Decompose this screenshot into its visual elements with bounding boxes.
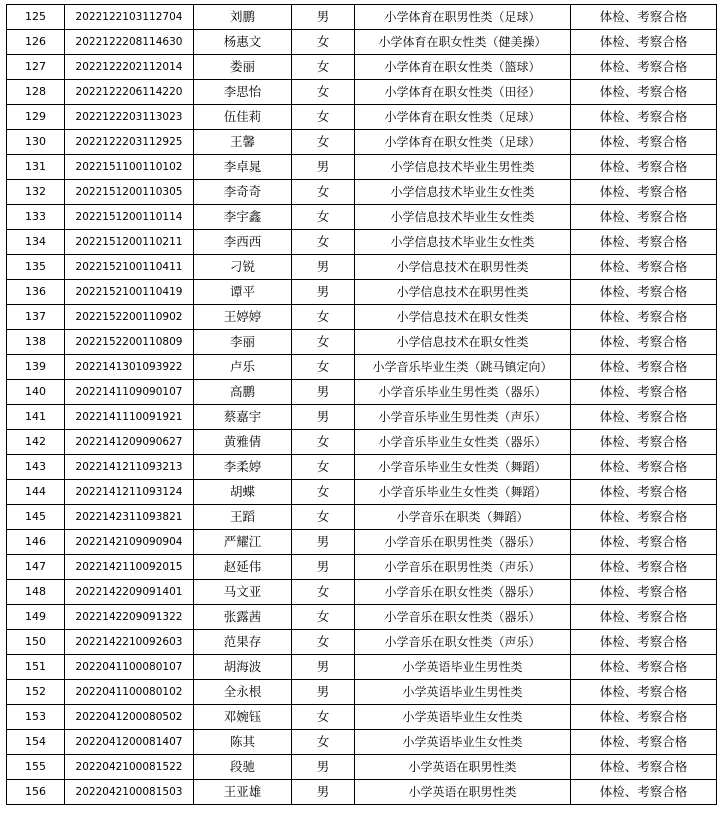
candidate-name-cell: 杨惠文 xyxy=(194,30,292,55)
gender-cell: 女 xyxy=(292,180,355,205)
gender-cell: 女 xyxy=(292,105,355,130)
exam-id-cell: 2022122203112925 xyxy=(65,130,194,155)
result-cell: 体检、考察合格 xyxy=(571,680,717,705)
position-category-cell: 小学音乐在职类（舞蹈） xyxy=(355,505,571,530)
row-number-cell: 131 xyxy=(7,155,65,180)
table-row xyxy=(7,255,717,280)
candidate-name-cell: 王蹈 xyxy=(194,505,292,530)
exam-id-cell: 2022142110092015 xyxy=(65,555,194,580)
table-row xyxy=(7,5,717,30)
result-cell: 体检、考察合格 xyxy=(571,505,717,530)
gender-cell: 女 xyxy=(292,605,355,630)
candidate-name-cell: 李奇奇 xyxy=(194,180,292,205)
result-cell: 体检、考察合格 xyxy=(571,180,717,205)
result-cell: 体检、考察合格 xyxy=(571,5,717,30)
candidate-name-cell: 高鹏 xyxy=(194,380,292,405)
exam-id-cell: 2022142210092603 xyxy=(65,630,194,655)
row-number-cell: 129 xyxy=(7,105,65,130)
gender-cell: 女 xyxy=(292,705,355,730)
gender-cell: 男 xyxy=(292,780,355,805)
exam-id-cell: 2022142109090904 xyxy=(65,530,194,555)
position-category-cell: 小学信息技术毕业生女性类 xyxy=(355,230,571,255)
row-number-cell: 155 xyxy=(7,755,65,780)
row-number-cell: 135 xyxy=(7,255,65,280)
gender-cell: 男 xyxy=(292,255,355,280)
row-number-cell: 128 xyxy=(7,80,65,105)
result-cell: 体检、考察合格 xyxy=(571,730,717,755)
gender-cell: 女 xyxy=(292,730,355,755)
gender-cell: 女 xyxy=(292,30,355,55)
row-number-cell: 147 xyxy=(7,555,65,580)
table-row xyxy=(7,80,717,105)
table-row xyxy=(7,655,717,680)
result-cell: 体检、考察合格 xyxy=(571,205,717,230)
row-number-cell: 150 xyxy=(7,630,65,655)
exam-id-cell: 2022122208114630 xyxy=(65,30,194,55)
candidate-name-cell: 赵延伟 xyxy=(194,555,292,580)
table-row xyxy=(7,105,717,130)
candidate-name-cell: 严耀江 xyxy=(194,530,292,555)
position-category-cell: 小学信息技术在职男性类 xyxy=(355,280,571,305)
gender-cell: 女 xyxy=(292,230,355,255)
position-category-cell: 小学信息技术在职女性类 xyxy=(355,330,571,355)
result-cell: 体检、考察合格 xyxy=(571,780,717,805)
exam-id-cell: 2022141211093213 xyxy=(65,455,194,480)
gender-cell: 女 xyxy=(292,580,355,605)
gender-cell: 男 xyxy=(292,155,355,180)
row-number-cell: 156 xyxy=(7,780,65,805)
exam-id-cell: 2022041200081407 xyxy=(65,730,194,755)
candidate-name-cell: 蔡嘉宇 xyxy=(194,405,292,430)
candidate-name-cell: 卢乐 xyxy=(194,355,292,380)
position-category-cell: 小学信息技术毕业生女性类 xyxy=(355,205,571,230)
candidate-name-cell: 李丽 xyxy=(194,330,292,355)
position-category-cell: 小学信息技术在职女性类 xyxy=(355,305,571,330)
exam-id-cell: 2022152100110419 xyxy=(65,280,194,305)
table-row xyxy=(7,55,717,80)
table-row xyxy=(7,205,717,230)
exam-id-cell: 2022141211093124 xyxy=(65,480,194,505)
candidate-name-cell: 李宇鑫 xyxy=(194,205,292,230)
table-row xyxy=(7,780,717,805)
gender-cell: 女 xyxy=(292,80,355,105)
row-number-cell: 143 xyxy=(7,455,65,480)
table-row xyxy=(7,705,717,730)
row-number-cell: 126 xyxy=(7,30,65,55)
result-cell: 体检、考察合格 xyxy=(571,705,717,730)
exam-id-cell: 2022122206114220 xyxy=(65,80,194,105)
table-row xyxy=(7,280,717,305)
table-row xyxy=(7,130,717,155)
result-cell: 体检、考察合格 xyxy=(571,630,717,655)
gender-cell: 女 xyxy=(292,630,355,655)
position-category-cell: 小学信息技术毕业生男性类 xyxy=(355,155,571,180)
row-number-cell: 125 xyxy=(7,5,65,30)
row-number-cell: 145 xyxy=(7,505,65,530)
gender-cell: 男 xyxy=(292,555,355,580)
candidate-name-cell: 张露茜 xyxy=(194,605,292,630)
position-category-cell: 小学音乐在职男性类（器乐） xyxy=(355,530,571,555)
candidate-name-cell: 马文亚 xyxy=(194,580,292,605)
candidate-name-cell: 范果存 xyxy=(194,630,292,655)
position-category-cell: 小学音乐在职女性类（声乐） xyxy=(355,630,571,655)
gender-cell: 女 xyxy=(292,205,355,230)
position-category-cell: 小学英语在职男性类 xyxy=(355,780,571,805)
position-category-cell: 小学音乐在职男性类（声乐） xyxy=(355,555,571,580)
table-row xyxy=(7,630,717,655)
candidate-name-cell: 王婷婷 xyxy=(194,305,292,330)
exam-id-cell: 2022151200110114 xyxy=(65,205,194,230)
table-row xyxy=(7,555,717,580)
gender-cell: 女 xyxy=(292,55,355,80)
position-category-cell: 小学体育在职女性类（足球） xyxy=(355,130,571,155)
result-cell: 体检、考察合格 xyxy=(571,330,717,355)
position-category-cell: 小学体育在职女性类（田径） xyxy=(355,80,571,105)
candidate-name-cell: 王馨 xyxy=(194,130,292,155)
result-cell: 体检、考察合格 xyxy=(571,30,717,55)
position-category-cell: 小学英语毕业生男性类 xyxy=(355,680,571,705)
row-number-cell: 134 xyxy=(7,230,65,255)
table-row xyxy=(7,305,717,330)
position-category-cell: 小学音乐在职女性类（器乐） xyxy=(355,580,571,605)
table-row xyxy=(7,30,717,55)
exam-id-cell: 2022042100081503 xyxy=(65,780,194,805)
table-row xyxy=(7,580,717,605)
gender-cell: 男 xyxy=(292,530,355,555)
gender-cell: 女 xyxy=(292,305,355,330)
gender-cell: 女 xyxy=(292,455,355,480)
candidate-name-cell: 陈其 xyxy=(194,730,292,755)
gender-cell: 女 xyxy=(292,330,355,355)
result-cell: 体检、考察合格 xyxy=(571,580,717,605)
exam-id-cell: 2022152200110809 xyxy=(65,330,194,355)
table-row xyxy=(7,405,717,430)
table-row xyxy=(7,480,717,505)
result-cell: 体检、考察合格 xyxy=(571,55,717,80)
position-category-cell: 小学信息技术毕业生女性类 xyxy=(355,180,571,205)
result-cell: 体检、考察合格 xyxy=(571,480,717,505)
result-cell: 体检、考察合格 xyxy=(571,355,717,380)
candidate-name-cell: 黄雅倩 xyxy=(194,430,292,455)
exam-id-cell: 2022142311093821 xyxy=(65,505,194,530)
gender-cell: 女 xyxy=(292,430,355,455)
candidate-name-cell: 刁锐 xyxy=(194,255,292,280)
position-category-cell: 小学英语毕业生女性类 xyxy=(355,705,571,730)
candidate-name-cell: 胡海波 xyxy=(194,655,292,680)
row-number-cell: 136 xyxy=(7,280,65,305)
position-category-cell: 小学信息技术在职男性类 xyxy=(355,255,571,280)
candidate-name-cell: 王亚雄 xyxy=(194,780,292,805)
gender-cell: 男 xyxy=(292,405,355,430)
position-category-cell: 小学音乐毕业生女性类（器乐） xyxy=(355,430,571,455)
position-category-cell: 小学音乐毕业生男性类（声乐） xyxy=(355,405,571,430)
candidate-name-cell: 全永根 xyxy=(194,680,292,705)
exam-id-cell: 2022041100080102 xyxy=(65,680,194,705)
table-row xyxy=(7,530,717,555)
row-number-cell: 146 xyxy=(7,530,65,555)
result-cell: 体检、考察合格 xyxy=(571,105,717,130)
candidate-name-cell: 娄丽 xyxy=(194,55,292,80)
position-category-cell: 小学英语毕业生男性类 xyxy=(355,655,571,680)
result-cell: 体检、考察合格 xyxy=(571,130,717,155)
exam-id-cell: 2022142209091401 xyxy=(65,580,194,605)
table-row xyxy=(7,355,717,380)
result-cell: 体检、考察合格 xyxy=(571,280,717,305)
result-cell: 体检、考察合格 xyxy=(571,530,717,555)
table-row xyxy=(7,755,717,780)
exam-id-cell: 2022041200080502 xyxy=(65,705,194,730)
row-number-cell: 133 xyxy=(7,205,65,230)
position-category-cell: 小学音乐毕业生女性类（舞蹈） xyxy=(355,455,571,480)
row-number-cell: 149 xyxy=(7,605,65,630)
result-cell: 体检、考察合格 xyxy=(571,380,717,405)
table-row xyxy=(7,505,717,530)
result-cell: 体检、考察合格 xyxy=(571,605,717,630)
gender-cell: 男 xyxy=(292,380,355,405)
results-table-body xyxy=(7,5,717,805)
candidate-name-cell: 邓婉钰 xyxy=(194,705,292,730)
position-category-cell: 小学音乐毕业生类（跳马镇定向） xyxy=(355,355,571,380)
candidate-name-cell: 李西西 xyxy=(194,230,292,255)
position-category-cell: 小学音乐毕业生女性类（舞蹈） xyxy=(355,480,571,505)
gender-cell: 男 xyxy=(292,5,355,30)
position-category-cell: 小学英语毕业生女性类 xyxy=(355,730,571,755)
table-row xyxy=(7,155,717,180)
row-number-cell: 152 xyxy=(7,680,65,705)
results-table xyxy=(6,4,717,805)
result-cell: 体检、考察合格 xyxy=(571,305,717,330)
table-row xyxy=(7,605,717,630)
position-category-cell: 小学音乐毕业生男性类（器乐） xyxy=(355,380,571,405)
exam-id-cell: 2022152100110411 xyxy=(65,255,194,280)
position-category-cell: 小学体育在职男性类（足球） xyxy=(355,5,571,30)
candidate-name-cell: 谭平 xyxy=(194,280,292,305)
row-number-cell: 144 xyxy=(7,480,65,505)
exam-id-cell: 2022122203113023 xyxy=(65,105,194,130)
result-cell: 体检、考察合格 xyxy=(571,80,717,105)
gender-cell: 女 xyxy=(292,355,355,380)
gender-cell: 男 xyxy=(292,680,355,705)
table-row xyxy=(7,430,717,455)
row-number-cell: 153 xyxy=(7,705,65,730)
exam-id-cell: 2022141110091921 xyxy=(65,405,194,430)
result-cell: 体检、考察合格 xyxy=(571,405,717,430)
table-row xyxy=(7,380,717,405)
gender-cell: 女 xyxy=(292,130,355,155)
row-number-cell: 139 xyxy=(7,355,65,380)
row-number-cell: 142 xyxy=(7,430,65,455)
row-number-cell: 154 xyxy=(7,730,65,755)
candidate-name-cell: 刘鹏 xyxy=(194,5,292,30)
gender-cell: 男 xyxy=(292,655,355,680)
exam-id-cell: 2022042100081522 xyxy=(65,755,194,780)
result-cell: 体检、考察合格 xyxy=(571,555,717,580)
row-number-cell: 127 xyxy=(7,55,65,80)
exam-id-cell: 2022122202112014 xyxy=(65,55,194,80)
row-number-cell: 148 xyxy=(7,580,65,605)
result-cell: 体检、考察合格 xyxy=(571,430,717,455)
table-row xyxy=(7,180,717,205)
position-category-cell: 小学体育在职女性类（足球） xyxy=(355,105,571,130)
candidate-name-cell: 伍佳莉 xyxy=(194,105,292,130)
row-number-cell: 140 xyxy=(7,380,65,405)
row-number-cell: 138 xyxy=(7,330,65,355)
exam-id-cell: 2022151200110305 xyxy=(65,180,194,205)
exam-id-cell: 2022141209090627 xyxy=(65,430,194,455)
table-row xyxy=(7,680,717,705)
position-category-cell: 小学英语在职男性类 xyxy=(355,755,571,780)
candidate-name-cell: 李思怡 xyxy=(194,80,292,105)
exam-id-cell: 2022142209091322 xyxy=(65,605,194,630)
candidate-name-cell: 李卓晁 xyxy=(194,155,292,180)
result-cell: 体检、考察合格 xyxy=(571,155,717,180)
table-row xyxy=(7,455,717,480)
candidate-name-cell: 段驰 xyxy=(194,755,292,780)
gender-cell: 女 xyxy=(292,505,355,530)
candidate-name-cell: 胡蝶 xyxy=(194,480,292,505)
exam-id-cell: 2022122103112704 xyxy=(65,5,194,30)
gender-cell: 男 xyxy=(292,755,355,780)
row-number-cell: 137 xyxy=(7,305,65,330)
row-number-cell: 151 xyxy=(7,655,65,680)
row-number-cell: 132 xyxy=(7,180,65,205)
exam-id-cell: 2022141301093922 xyxy=(65,355,194,380)
result-cell: 体检、考察合格 xyxy=(571,255,717,280)
gender-cell: 男 xyxy=(292,280,355,305)
row-number-cell: 141 xyxy=(7,405,65,430)
result-cell: 体检、考察合格 xyxy=(571,655,717,680)
position-category-cell: 小学体育在职女性类（篮球） xyxy=(355,55,571,80)
exam-id-cell: 2022041100080107 xyxy=(65,655,194,680)
table-row xyxy=(7,230,717,255)
result-cell: 体检、考察合格 xyxy=(571,755,717,780)
exam-id-cell: 2022141109090107 xyxy=(65,380,194,405)
exam-id-cell: 2022152200110902 xyxy=(65,305,194,330)
candidate-name-cell: 李柔婷 xyxy=(194,455,292,480)
table-row xyxy=(7,730,717,755)
result-cell: 体检、考察合格 xyxy=(571,455,717,480)
table-row xyxy=(7,330,717,355)
position-category-cell: 小学音乐在职女性类（器乐） xyxy=(355,605,571,630)
row-number-cell: 130 xyxy=(7,130,65,155)
position-category-cell: 小学体育在职女性类（健美操） xyxy=(355,30,571,55)
result-cell: 体检、考察合格 xyxy=(571,230,717,255)
exam-id-cell: 2022151200110211 xyxy=(65,230,194,255)
gender-cell: 女 xyxy=(292,480,355,505)
exam-id-cell: 2022151100110102 xyxy=(65,155,194,180)
